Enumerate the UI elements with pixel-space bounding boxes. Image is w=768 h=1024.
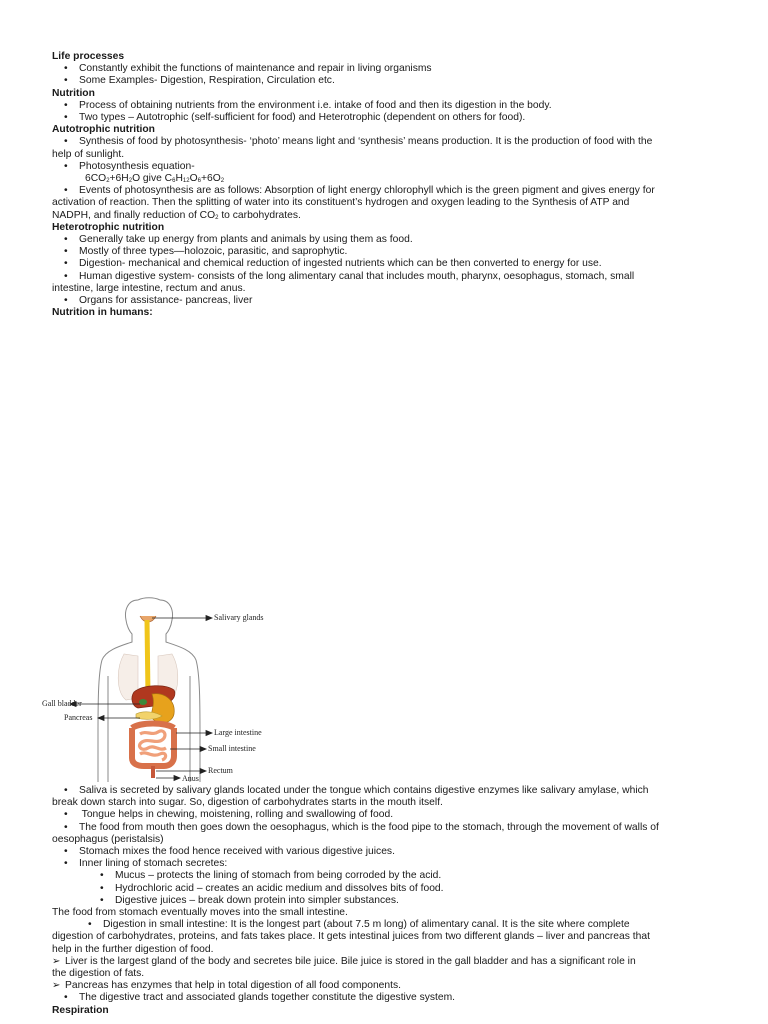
sub-bullet-item: • Hydrochloric acid – creates an acidic medium and dissolves bits of food. — [52, 883, 716, 895]
photosynthesis-equation: $6CO_2+6H_2O$ give $C_6H_{12}O_6+6O_2$ — [85, 173, 225, 185]
heading-heterotrophic: Heterotrophic nutrition — [52, 221, 165, 233]
oesophagus — [147, 620, 148, 696]
heading-nutrition-humans: Nutrition in humans: — [52, 307, 153, 319]
label-anus: Anus — [182, 774, 199, 782]
bullet-continuation: help in the further digestion of food. — [52, 943, 214, 955]
digestion-text — [52, 785, 716, 1017]
bullet-item: • Events of photosynthesis are as follows: Absorption of light energy chlorophyll which is the green pigment and gives energy for — [52, 185, 716, 197]
bullet-item: • Tongue helps in chewing, moistening, rolling and swallowing of food. — [52, 809, 716, 821]
label-gall-bladder: Gall bladder — [42, 699, 82, 708]
heading-respiration: Respiration — [52, 1004, 109, 1016]
bullet-item: • Human digestive system- consists of the long alimentary canal that includes mouth, pharynx, oesophagus, stomach, small — [52, 271, 716, 283]
bullet-continuation: intestine, large intestine, rectum and anus. — [52, 282, 246, 294]
bullet-item: • Digestion- mechanical and chemical reduction of ingested nutrients which can be then converted to energy for use. — [52, 258, 716, 270]
sub-bullet-item: • Digestive juices – break down protein into simpler substances. — [52, 895, 716, 907]
gall-bladder — [139, 699, 147, 705]
bullet-item: • Photosynthesis equation- — [52, 161, 716, 173]
bullet-continuation: digestion of carbohydrates, proteins, and fats takes place. It gets intestinal juices from two different glands – liver and pancreas that — [52, 931, 650, 943]
bullet-continuation: help of sunlight. — [52, 148, 125, 160]
bullet-continuation: activation of reaction. Then the splitting of water into its constituent’s hydrogen and oxygen leading to the Synthesis of ATP and — [52, 197, 630, 209]
bullet-item: • Process of obtaining nutrients from the environment i.e. intake of food and then its digestion in the body. — [52, 100, 716, 112]
bullet-item: • The digestive tract and associated glands together constitute the digestive system. — [52, 992, 716, 1004]
bullet-continuation: the digestion of fats. — [52, 968, 145, 980]
bullet-item: • Digestion in small intestine: It is the longest part (about 7.5 m long) of alimentary canal. It is the site where complete — [52, 919, 716, 931]
small-intestine — [140, 731, 166, 760]
digestive-system-diagram — [40, 596, 280, 782]
sub-bullet-item: • Mucus – protects the lining of stomach from being corroded by the acid. — [52, 870, 716, 882]
plain-text: The food from stomach eventually moves into the small intestine. — [52, 907, 348, 919]
label-rectum: Rectum — [208, 766, 233, 775]
bullet-item: • Synthesis of food by photosynthesis- ‘photo’ means light and ‘synthesis’ means production. It is the production of food with the — [52, 136, 716, 148]
bullet-item: • Inner lining of stomach secretes: — [52, 858, 716, 870]
label-pancreas: Pancreas — [64, 713, 93, 722]
bullet-continuation: break down starch into sugar. So, digestion of carbohydrates starts in the mouth itself. — [52, 797, 443, 809]
arrow-item: ➢ Liver is the largest gland of the body and secretes bile juice. Bile juice is stored in the gall bladder and has a significant role in — [52, 956, 716, 968]
bullet-item: • Some Examples- Digestion, Respiration, Circulation etc. — [52, 75, 716, 87]
bullet-item: • Stomach mixes the food hence received with various digestive juices. — [52, 846, 716, 858]
label-small-intestine: Small intestine — [208, 744, 256, 753]
bullet-item: • Generally take up energy from plants and animals by using them as food. — [52, 234, 716, 246]
bullet-item: • Organs for assistance- pancreas, liver — [52, 295, 716, 307]
heading-autotrophic: Autotrophic nutrition — [52, 124, 155, 136]
bullet-item: • Saliva is secreted by salivary glands located under the tongue which contains digestive enzymes like salivary amylase, which — [52, 785, 716, 797]
document-body — [52, 51, 716, 319]
bullet-continuation: NADPH, and finally reduction of $CO_2$ to carbohydrates. — [52, 209, 301, 221]
bullet-item: • Constantly exhibit the functions of maintenance and repair in living organisms — [52, 63, 716, 75]
bullet-item: • Mostly of three types—holozoic, parasitic, and saprophytic. — [52, 246, 716, 258]
arrow-item: ➢ Pancreas has enzymes that help in total digestion of all food components. — [52, 980, 716, 992]
label-salivary-glands: Salivary glands — [214, 613, 264, 622]
bullet-continuation: oesophagus (peristalsis) — [52, 833, 164, 845]
bullet-item: • Two types – Autotrophic (self-sufficient for food) and Heterotrophic (dependent on others for food). — [52, 112, 716, 124]
bullet-item: • The food from mouth then goes down the oesophagus, which is the food pipe to the stomach, through the movement of walls of — [52, 822, 716, 834]
heading-life-processes: Life processes — [52, 51, 125, 62]
label-large-intestine: Large intestine — [214, 728, 262, 737]
heading-nutrition: Nutrition — [52, 87, 95, 99]
